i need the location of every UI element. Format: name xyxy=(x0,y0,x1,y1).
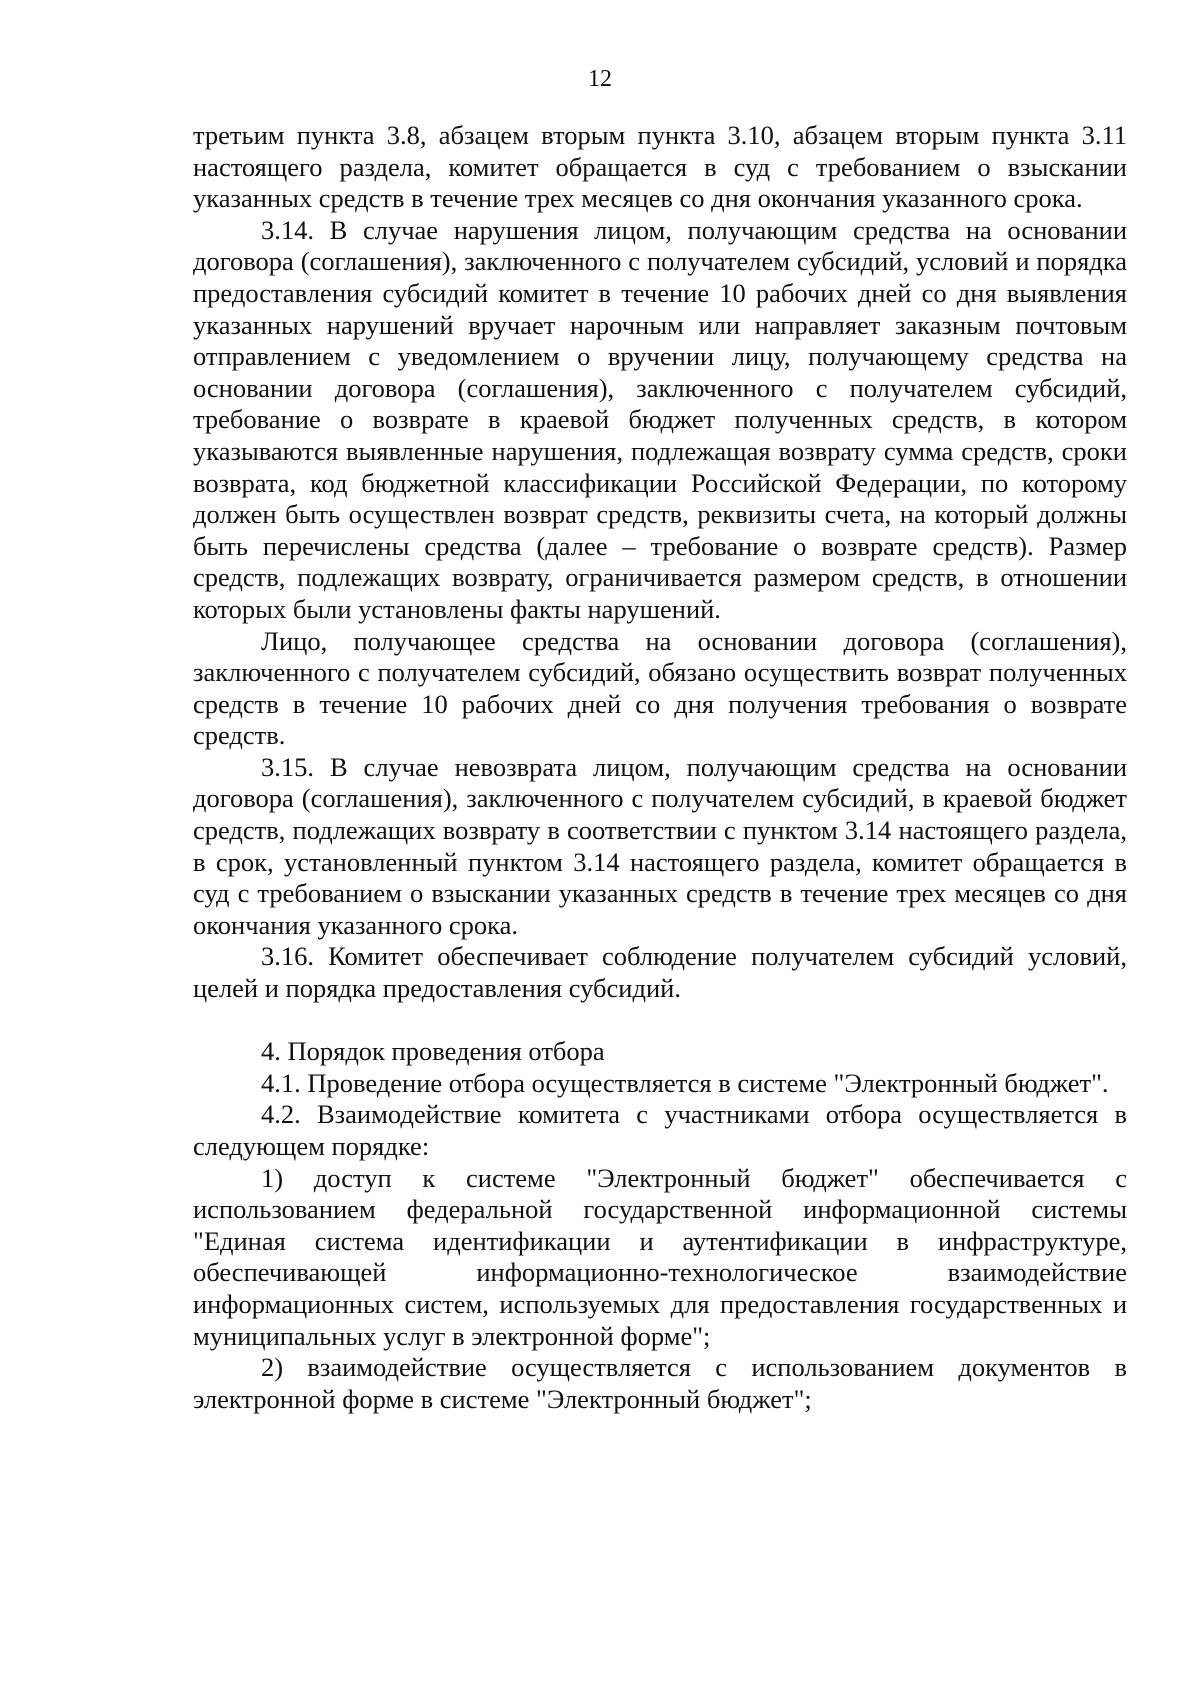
paragraph-continuation: третьим пункта 3.8, абзацем вторым пункта 3.10, абзацем вторым пункта 3.11 настоящего раздела, комитет обращается в суд с требованием о взыскании указанных средств в течение трех месяцев со дня окончания указанного срока. xyxy=(193,120,1127,214)
section-heading-4: 4. Порядок проведения отбора xyxy=(261,1036,605,1067)
paragraph-3-14-return: Лицо, получающее средства на основании договора (соглашения), заключенного с получателем субсидий, обязано осуществить возврат полученных средств в течение 10 рабочих дней со дня получения требования о возврате средств. xyxy=(193,625,1127,751)
paragraph-3-15: 3.15. В случае невозврата лицом, получающим средства на основании договора (соглашения), заключенного с получателем субсидий, в краевой бюджет средств, подлежащих возврату в соответствии с пунктом 3.14 настоящего раздела, в срок, установленный пунктом 3.14 настоящего раздела, комитет обращается в суд с требованием о взыскании указанных средств в течение трех месяцев со дня окончания указанного срока. xyxy=(193,751,1127,940)
paragraph-3-16: 3.16. Комитет обеспечивает соблюдение получателем субсидий условий, целей и порядка предоставления субсидий. xyxy=(193,941,1127,1004)
list-item-2: 2) взаимодействие осуществляется с использованием документов в электронной форме в системе "Электронный бюджет"; xyxy=(193,1352,1127,1414)
paragraph-3-14: 3.14. В случае нарушения лицом, получающим средства на основании договора (соглашения), заключенного с получателем субсидий, условий и порядка предоставления субсидий комитет в течение 10 рабочих дней со дня выявления указанных нарушений вручает нарочным или направляет заказным почтовым отправлением с уведомлением о вручении лицу, получающему средства на основании договора (соглашения), заключенного с получателем субсидий, требование о возврате в краевой бюджет полученных средств, в котором указываются выявленные нарушения, подлежащая возврату сумма средств, сроки возврата, код бюджетной классификации Российской Федерации, по которому должен быть осуществлен возврат средств, реквизиты счета, на который должны быть перечислены средства (далее – требование о возврате средств). Размер средств, подлежащих возврату, ограничивается размером средств, в отношении которых были установлены факты нарушений. xyxy=(193,214,1127,624)
paragraph-4-2: 4.2. Взаимодействие комитета с участниками отбора осуществляется в следующем порядке: xyxy=(193,1099,1127,1161)
paragraph-4-1: 4.1. Проведение отбора осуществляется в системе "Электронный бюджет". xyxy=(261,1067,1109,1098)
document-body xyxy=(193,120,1127,1415)
page-number: 12 xyxy=(588,66,612,92)
list-item-1: 1) доступ к системе "Электронный бюджет" обеспечивается с использованием федеральной государственной информационной системы "Единая система идентификации и аутентификации в инфраструктуре, обеспечивающей информационно-технологическое взаимодействие информационных систем, используемых для предоставления государственных и муниципальных услуг в электронной форме"; xyxy=(193,1162,1127,1351)
